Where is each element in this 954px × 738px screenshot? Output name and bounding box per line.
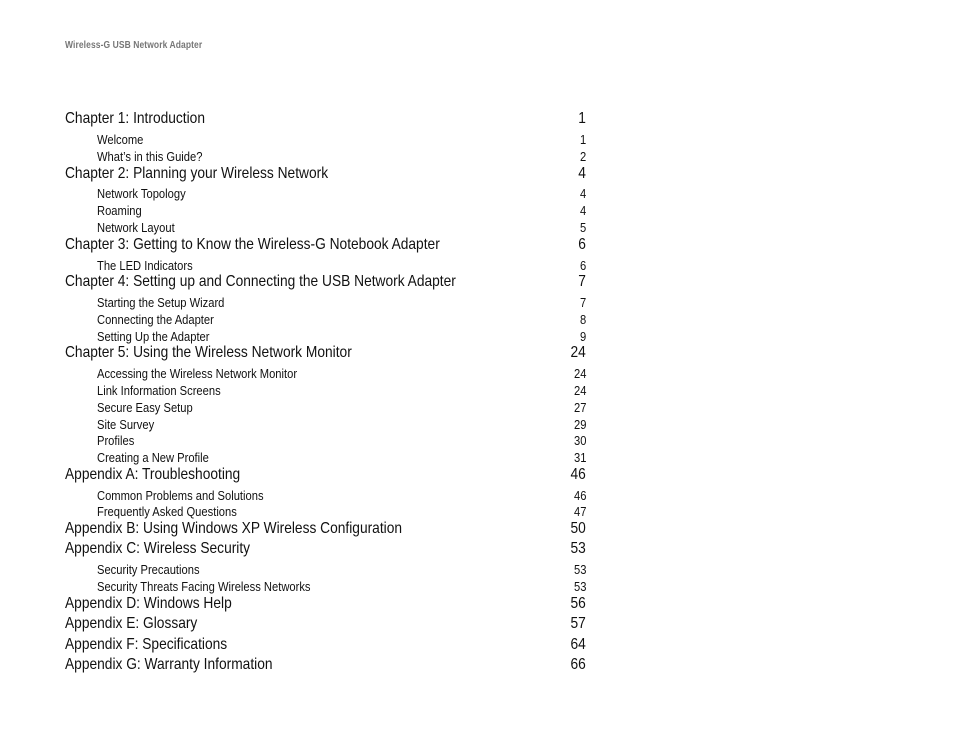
toc-entry-page: 24 xyxy=(573,383,586,398)
toc-entry-title: Connecting the Adapter xyxy=(97,312,214,327)
toc-entry-title: Creating a New Profile xyxy=(97,450,209,465)
toc-entry-page: 6 xyxy=(578,236,586,253)
toc-entry-title: Roaming xyxy=(97,203,142,218)
toc-entry-page: 53 xyxy=(573,579,586,594)
toc-entry-title: Common Problems and Solutions xyxy=(97,488,264,503)
toc-section-row[interactable] xyxy=(65,562,586,578)
toc-entry-title: Security Threats Facing Wireless Networks xyxy=(97,579,311,594)
toc-entry-page: 1 xyxy=(579,132,586,147)
toc-entry-page: 2 xyxy=(579,149,586,164)
toc-entry-page: 4 xyxy=(578,165,586,182)
toc-section-row[interactable] xyxy=(65,186,586,202)
toc-chapter-row[interactable] xyxy=(65,273,586,293)
toc-chapter-row[interactable] xyxy=(65,165,586,185)
toc-entry-title: Link Information Screens xyxy=(97,383,221,398)
toc-entry-title: Appendix F: Specifications xyxy=(65,636,228,653)
toc-entry-title: Starting the Setup Wizard xyxy=(97,295,225,310)
toc-section-row[interactable] xyxy=(65,149,586,165)
toc-entry-title: Chapter 3: Getting to Know the Wireless-G Notebook Adapter xyxy=(65,236,440,253)
toc-entry-title: Network Layout xyxy=(97,220,175,235)
toc-chapter-row[interactable] xyxy=(65,110,586,130)
toc-section-row[interactable] xyxy=(65,488,586,504)
toc-entry-title: Site Survey xyxy=(97,417,155,432)
toc-section-row[interactable] xyxy=(65,400,586,416)
toc-entry-title: Secure Easy Setup xyxy=(97,400,193,415)
toc-section-row[interactable] xyxy=(65,329,586,345)
toc-entry-page: 1 xyxy=(578,110,586,127)
toc-section-row[interactable] xyxy=(65,450,586,466)
toc-chapter-row[interactable] xyxy=(65,540,586,560)
toc-entry-title: Profiles xyxy=(97,433,135,448)
toc-entry-page: 6 xyxy=(579,258,586,273)
toc-section-row[interactable] xyxy=(65,312,586,328)
toc-section-row[interactable] xyxy=(65,579,586,595)
toc-entry-title: Setting Up the Adapter xyxy=(97,329,210,344)
toc-entry-page: 53 xyxy=(573,562,586,577)
toc-entry-page: 9 xyxy=(579,329,586,344)
toc-entry-page: 57 xyxy=(570,615,586,632)
toc-chapter-row[interactable] xyxy=(65,344,586,364)
toc-entry-title: Chapter 4: Setting up and Connecting the USB Network Adapter xyxy=(65,273,456,290)
toc-chapter-row[interactable] xyxy=(65,615,586,635)
toc-chapter-row[interactable] xyxy=(65,636,586,656)
toc-entry-title: Appendix E: Glossary xyxy=(65,615,198,632)
toc-entry-page: 27 xyxy=(573,400,586,415)
toc-entry-page: 53 xyxy=(570,540,586,557)
toc-section-row[interactable] xyxy=(65,258,586,274)
toc-entry-page: 46 xyxy=(573,488,586,503)
toc-entry-title: Chapter 5: Using the Wireless Network Monitor xyxy=(65,344,352,361)
toc-section-row[interactable] xyxy=(65,366,586,382)
toc-entry-page: 5 xyxy=(579,220,586,235)
toc-entry-page: 24 xyxy=(573,366,586,381)
toc-entry-title: What’s in this Guide? xyxy=(97,149,203,164)
toc-section-row[interactable] xyxy=(65,295,586,311)
toc-entry-title: Chapter 2: Planning your Wireless Network xyxy=(65,165,329,182)
toc-section-row[interactable] xyxy=(65,220,586,236)
toc-entry-title: Accessing the Wireless Network Monitor xyxy=(97,366,298,381)
toc-section-row[interactable] xyxy=(65,132,586,148)
toc-entry-page: 7 xyxy=(578,273,586,290)
toc-entry-page: 56 xyxy=(570,595,586,612)
toc-entry-page: 66 xyxy=(570,656,586,673)
toc-entry-page: 4 xyxy=(579,203,586,218)
toc-chapter-row[interactable] xyxy=(65,520,586,540)
toc-entry-page: 24 xyxy=(570,344,586,361)
toc-entry-title: Appendix G: Warranty Information xyxy=(65,656,273,673)
toc-chapter-row[interactable] xyxy=(65,595,586,615)
toc-entry-title: Chapter 1: Introduction xyxy=(65,110,205,127)
toc-entry-page: 4 xyxy=(579,186,586,201)
toc-entry-page: 29 xyxy=(573,417,586,432)
toc-entry-page: 50 xyxy=(570,520,586,537)
toc-entry-page: 46 xyxy=(570,466,586,483)
toc-entry-page: 31 xyxy=(573,450,586,465)
toc-entry-title: Network Topology xyxy=(97,186,186,201)
toc-entry-page: 30 xyxy=(573,433,586,448)
toc-entry-title: Appendix C: Wireless Security xyxy=(65,540,251,557)
toc-entry-title: Appendix B: Using Windows XP Wireless Configuration xyxy=(65,520,403,537)
running-header: Wireless-G USB Network Adapter xyxy=(65,40,203,51)
toc-section-row[interactable] xyxy=(65,383,586,399)
toc-section-row[interactable] xyxy=(65,504,586,520)
toc-entry-page: 8 xyxy=(579,312,586,327)
toc-section-row[interactable] xyxy=(65,433,586,449)
toc-entry-page: 64 xyxy=(570,636,586,653)
toc-entry-title: Frequently Asked Questions xyxy=(97,504,237,519)
toc-entry-title: The LED Indicators xyxy=(97,258,193,273)
toc-section-row[interactable] xyxy=(65,417,586,433)
toc-chapter-row[interactable] xyxy=(65,466,586,486)
toc-entry-title: Security Precautions xyxy=(97,562,200,577)
toc-chapter-row[interactable] xyxy=(65,656,586,676)
toc-entry-page: 7 xyxy=(579,295,586,310)
toc-entry-page: 47 xyxy=(573,504,586,519)
toc-entry-title: Appendix A: Troubleshooting xyxy=(65,466,241,483)
toc-section-row[interactable] xyxy=(65,203,586,219)
toc-chapter-row[interactable] xyxy=(65,236,586,256)
toc-entry-title: Welcome xyxy=(97,132,144,147)
toc-entry-title: Appendix D: Windows Help xyxy=(65,595,232,612)
